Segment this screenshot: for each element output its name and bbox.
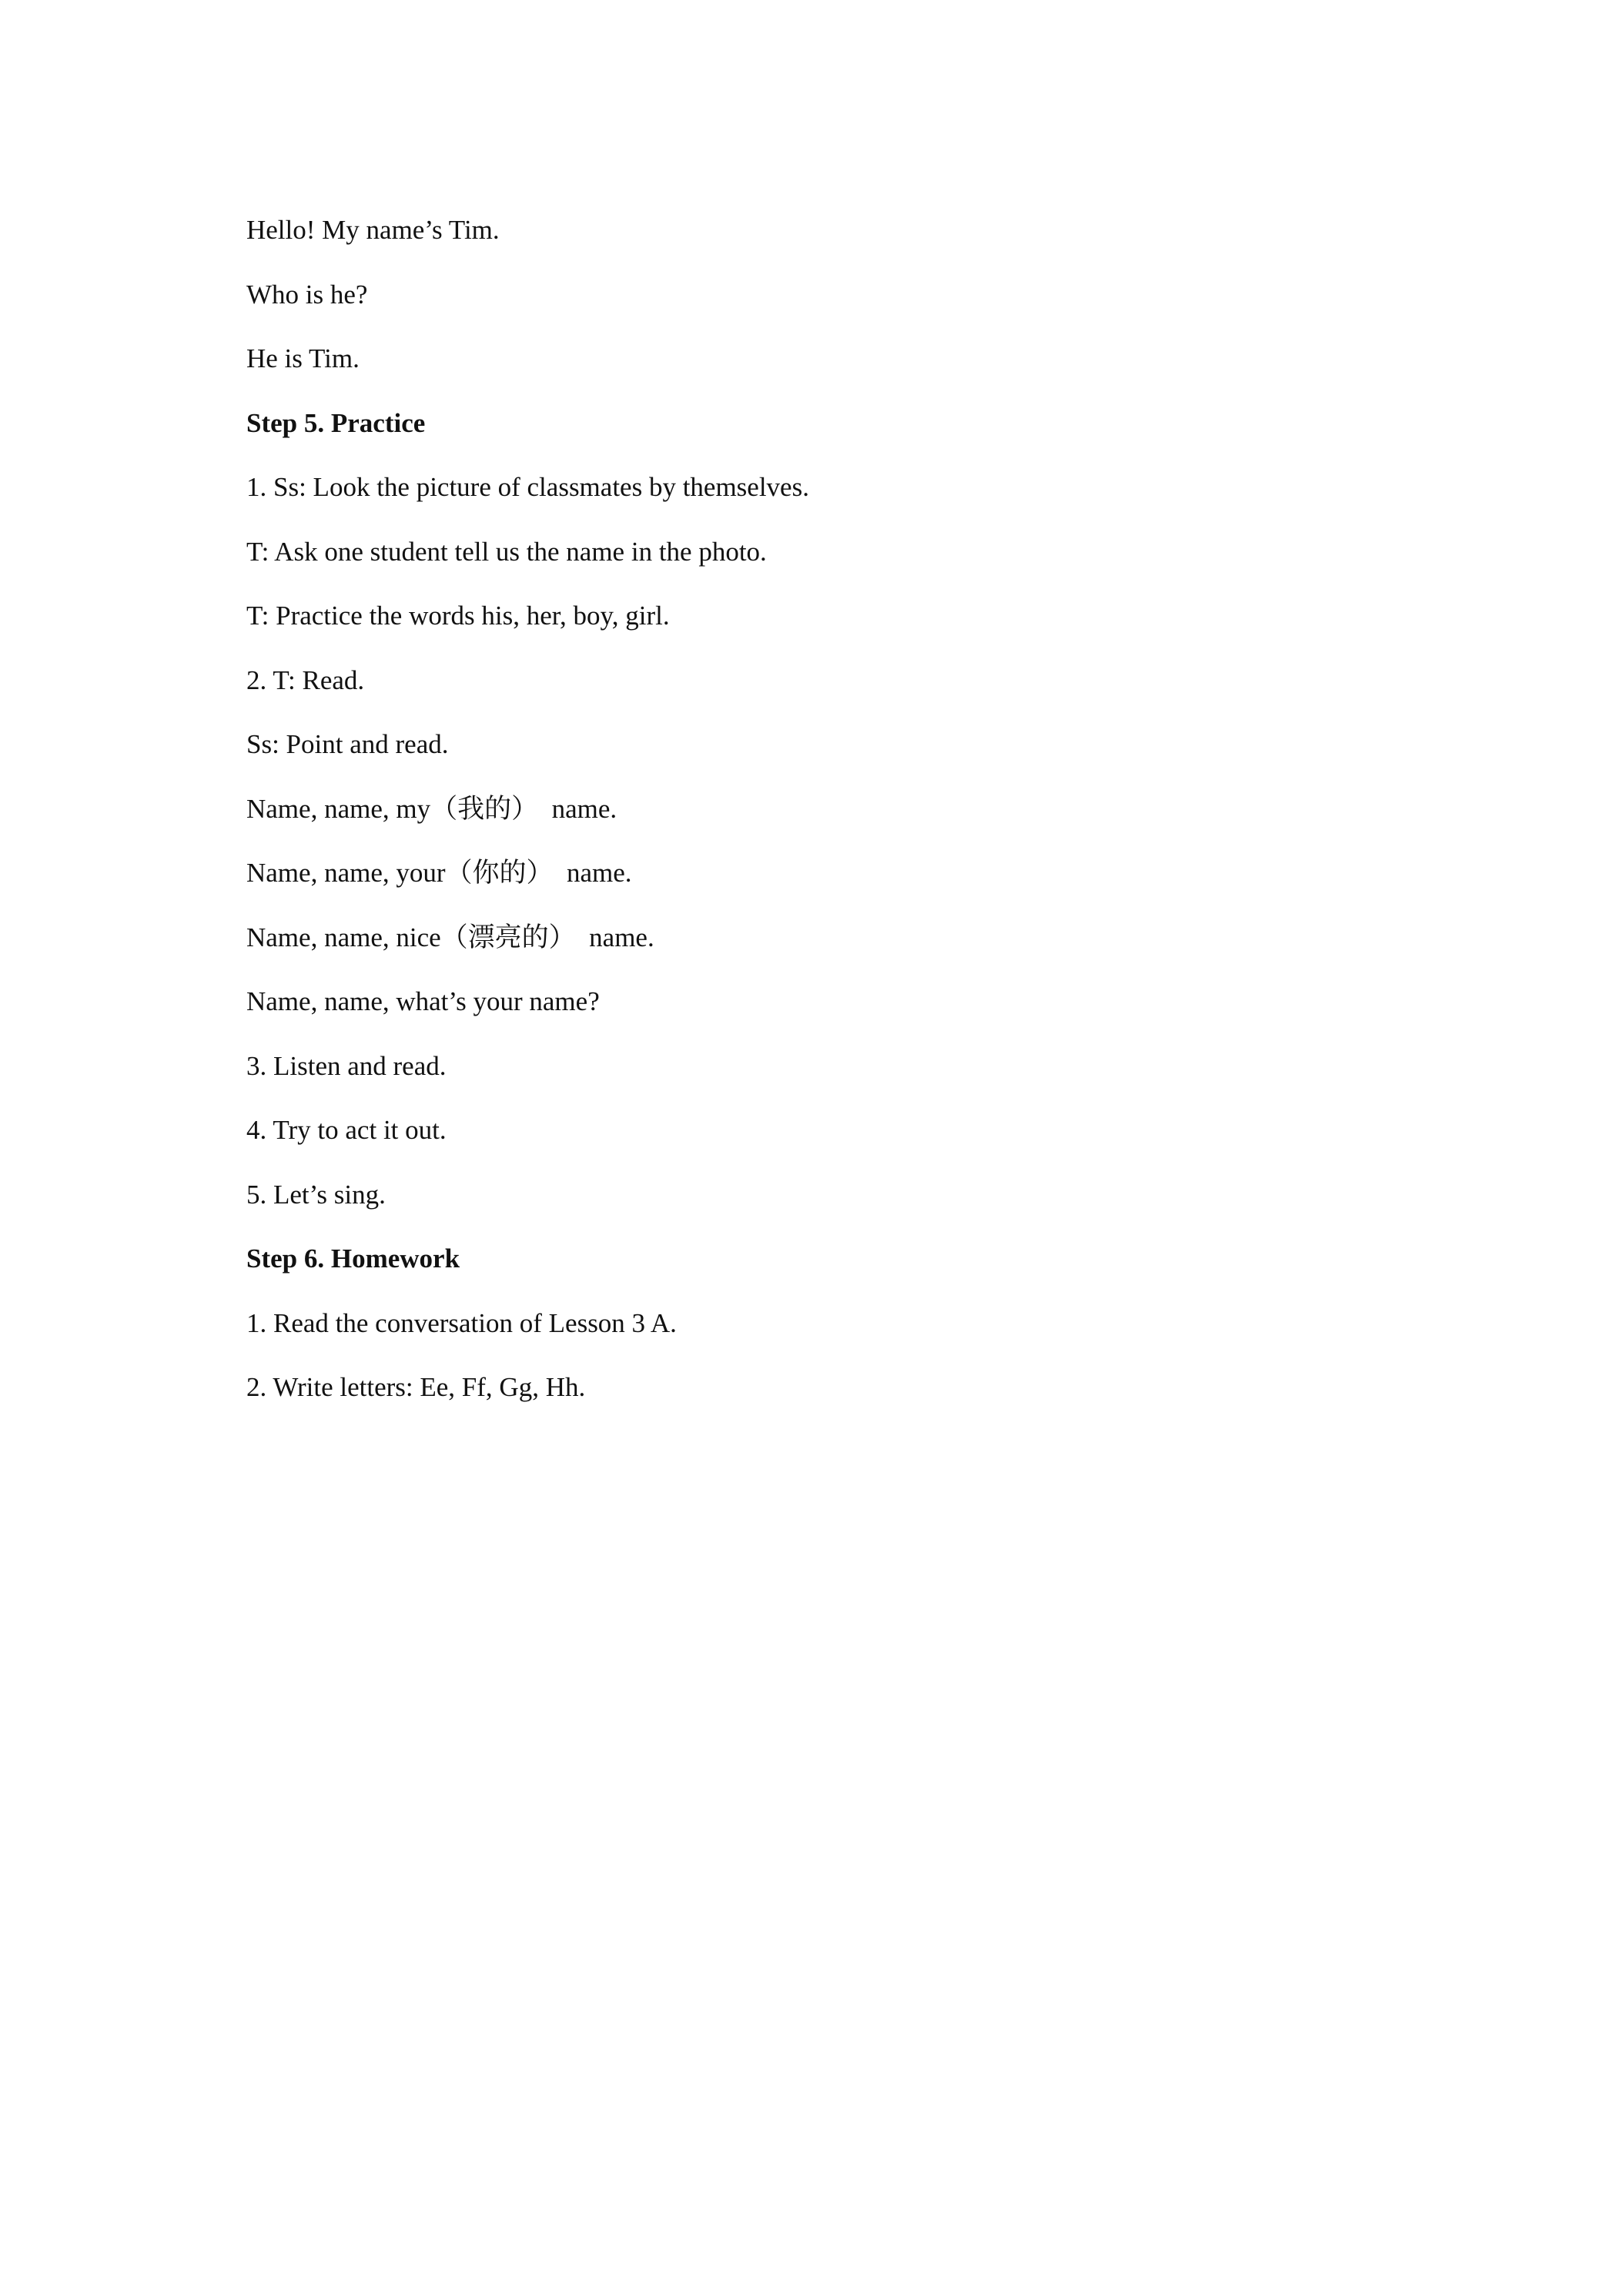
homework-item: 2. Write letters: Ee, Ff, Gg, Hh. bbox=[246, 1372, 586, 1402]
practice-item: 2. T: Read. bbox=[246, 664, 365, 695]
practice-item: T: Practice the words his, her, boy, girl. bbox=[246, 601, 670, 631]
practice-item: 3. Listen and read. bbox=[246, 1050, 447, 1081]
chant-line: Name, name, what’s your name? bbox=[246, 986, 600, 1016]
chant-line: Name, name, your（你的） name. bbox=[246, 858, 632, 888]
practice-item: 4. Try to act it out. bbox=[246, 1115, 447, 1145]
practice-item: T: Ask one student tell us the name in the photo. bbox=[246, 536, 767, 567]
dialogue-line: Hello! My name’s Tim. bbox=[246, 215, 500, 245]
practice-item: Ss: Point and read. bbox=[246, 729, 449, 759]
dialogue-line: He is Tim. bbox=[246, 343, 360, 373]
practice-item: 1. Ss: Look the picture of classmates by themselves. bbox=[246, 472, 809, 502]
practice-item: 5. Let’s sing. bbox=[246, 1179, 386, 1210]
homework-item: 1. Read the conversation of Lesson 3 A. bbox=[246, 1307, 677, 1338]
chant-line: Name, name, nice（漂亮的） name. bbox=[246, 922, 654, 952]
step-heading-practice: Step 5. Practice bbox=[246, 407, 426, 438]
document-body bbox=[246, 208, 1378, 1430]
step-heading-homework: Step 6. Homework bbox=[246, 1243, 460, 1274]
dialogue-line: Who is he? bbox=[246, 279, 368, 310]
chant-line: Name, name, my（我的） name. bbox=[246, 793, 617, 824]
